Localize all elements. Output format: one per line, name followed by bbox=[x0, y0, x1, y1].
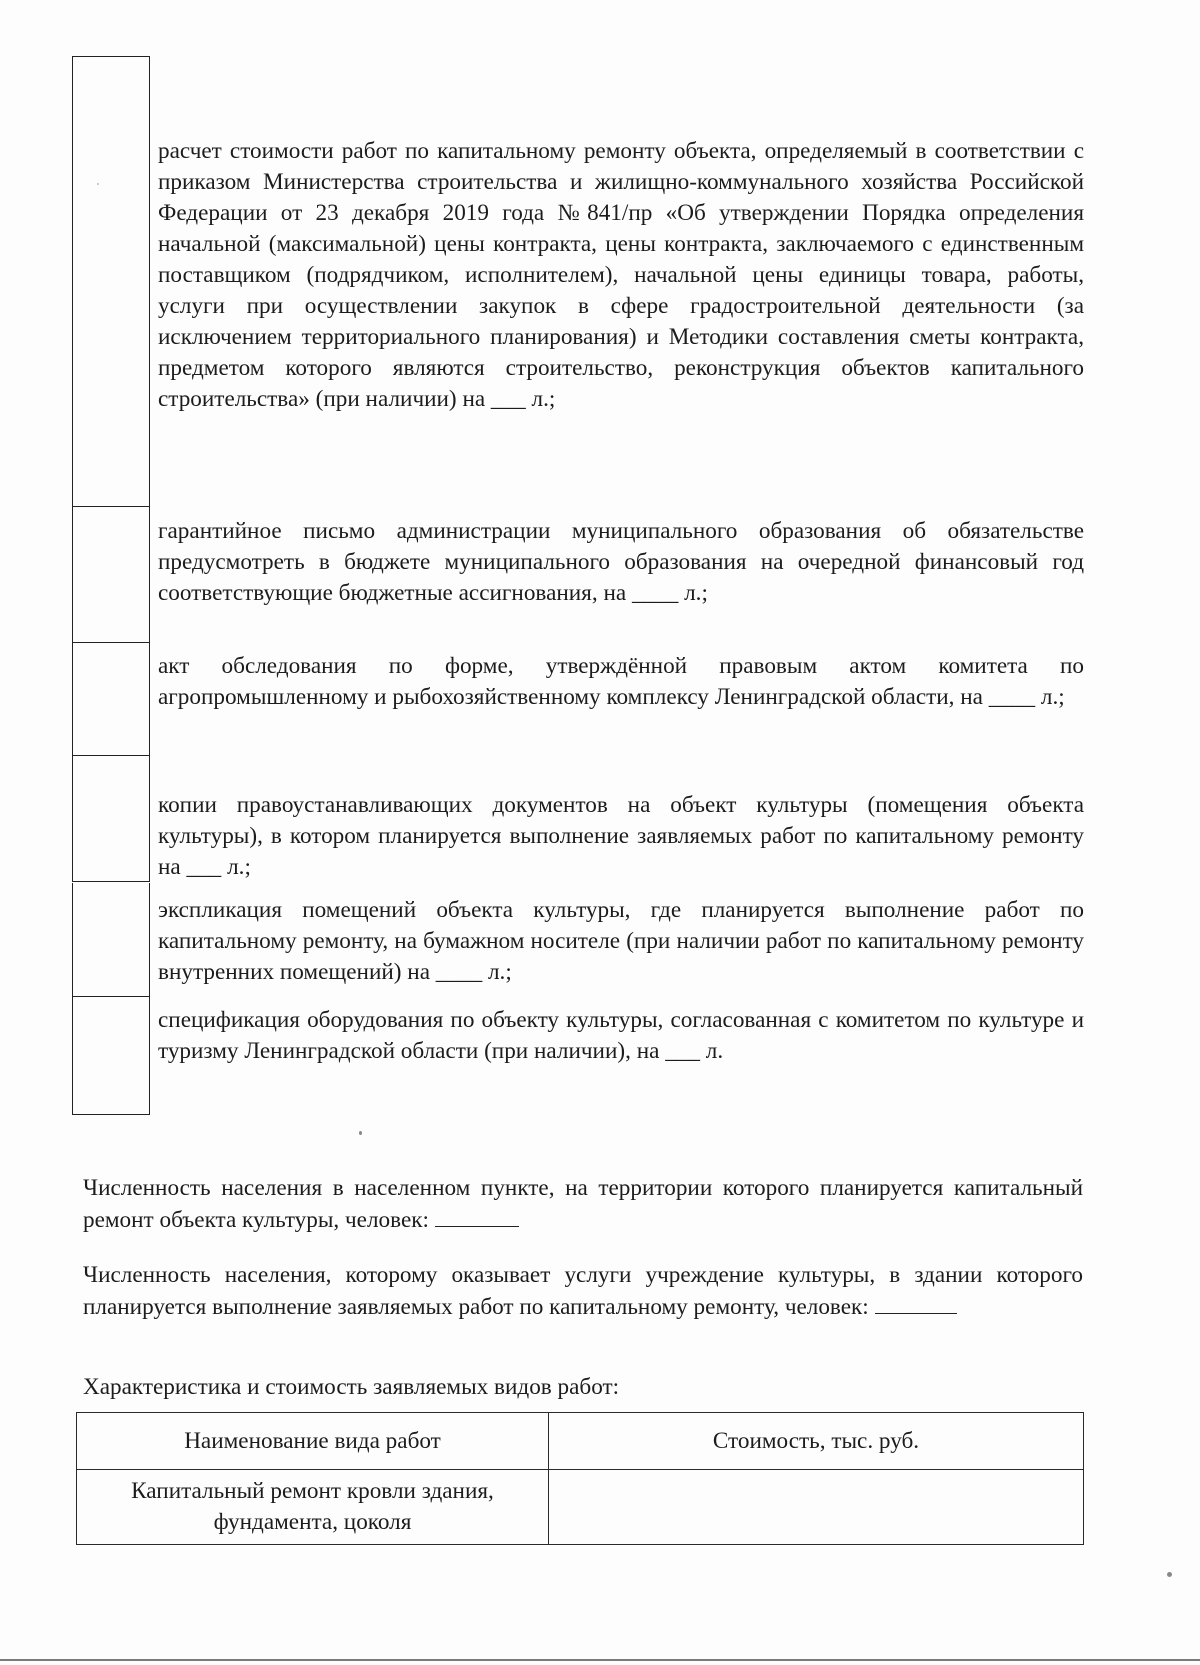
checkbox-cell[interactable] bbox=[72, 756, 150, 882]
checklist-row bbox=[72, 756, 1084, 883]
checklist-item-text: экспликация помещений объекта культуры, где планируется выполнение работ по капитальному ремонту, на бумажном носителе (при наличии работ по капитальному ремонту внутренних помещений) на ____ л.; bbox=[158, 897, 1084, 985]
checklist-item-text: копии правоустанавливающих документов на объект культуры (помещения объекта культуры), в котором планируется выполнение заявляемых работ по капитальному ремонту на ___ л.; bbox=[158, 792, 1084, 880]
works-table-header bbox=[77, 1413, 1084, 1470]
scan-speck bbox=[359, 1131, 362, 1135]
checklist-item-text: расчет стоимости работ по капитальному ремонту объекта, определяемый в соответствии с приказом Министерства строительства и жилищно-коммунального хозяйства Российской Федерации от 23 декабря 2019 года №841/пр «Об утверждении Порядка определения начальной (максимальной) цены контракта, цены контракта, заключаемого с единственным поставщиком (подрядчиком, исполнителем), начальной цены единицы товара, работы, услуги при осуществлении закупок в сфере градостроительной деятельности (за исключением территориального планирования) и Методики составления сметы контракта, предметом которого являются строительство, реконструкция объектов капитального строительства» (при наличии) на ___ л.; bbox=[158, 138, 1084, 412]
population-locality-label: Численность населения в населенном пункте, на территории которого планируется капитальный ремонт объекта культуры, человек: bbox=[83, 1175, 1083, 1233]
checkbox-cell[interactable] bbox=[72, 643, 150, 756]
scan-speck bbox=[1167, 1572, 1172, 1577]
attachments-checklist bbox=[72, 56, 1084, 1115]
checkbox-cell[interactable] bbox=[72, 56, 150, 507]
checklist-row bbox=[72, 56, 1084, 507]
scan-edge-line bbox=[0, 1659, 1200, 1661]
works-name-header: Наименование вида работ bbox=[77, 1413, 549, 1470]
table-row bbox=[77, 1470, 1084, 1545]
checklist-item-text: спецификация оборудования по объекту культуры, согласованная с комитетом по культуре и туризму Ленинградской области (при наличии), на ___ л. bbox=[158, 1007, 1084, 1064]
works-name-cell: Капитальный ремонт кровли здания, фундамента, цоколя bbox=[77, 1470, 549, 1545]
checklist-row bbox=[72, 507, 1084, 643]
scan-speck bbox=[97, 183, 99, 185]
checklist-row bbox=[72, 883, 1084, 997]
population-served-field bbox=[83, 1260, 1083, 1323]
population-locality-input[interactable] bbox=[435, 1204, 519, 1227]
works-cost-cell[interactable] bbox=[549, 1470, 1084, 1545]
checklist-row bbox=[72, 643, 1084, 756]
checkbox-cell[interactable] bbox=[72, 997, 150, 1115]
population-served-label: Численность населения, которому оказывает услуги учреждение культуры, в здании которого планируется выполнение заявляемых работ по капитальному ремонту, человек: bbox=[83, 1262, 1083, 1320]
works-heading: Характеристика и стоимость заявляемых видов работ: bbox=[83, 1374, 620, 1400]
population-served-input[interactable] bbox=[875, 1291, 957, 1314]
checklist-row bbox=[72, 997, 1084, 1115]
works-cost-header: Стоимость, тыс. руб. bbox=[549, 1413, 1084, 1470]
checkbox-cell[interactable] bbox=[72, 883, 150, 997]
checklist-item-text: акт обследования по форме, утверждённой правовым актом комитета по агропромышленному и рыбохозяйственному комплексу Ленинградской области, на ____ л.; bbox=[158, 653, 1084, 710]
population-locality-field bbox=[83, 1173, 1083, 1236]
works-table bbox=[76, 1412, 1084, 1545]
checkbox-cell[interactable] bbox=[72, 507, 150, 643]
checklist-item-text: гарантийное письмо администрации муниципального образования об обязательстве предусмотреть в бюджете муниципального образования на очередной финансовый год соответствующие бюджетные ассигнования, на ____ л.; bbox=[158, 518, 1084, 606]
